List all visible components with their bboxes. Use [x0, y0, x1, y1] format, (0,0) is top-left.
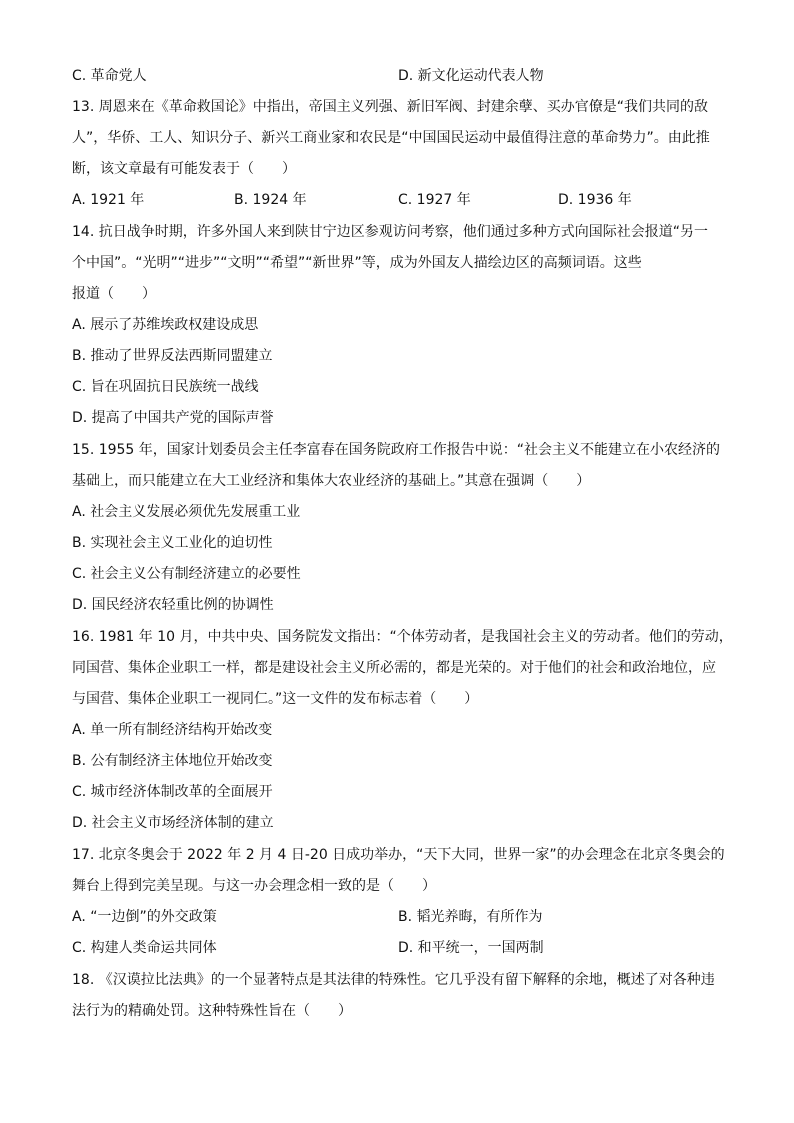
- q17-option-a[interactable]: A. “一边倒”的外交政策: [72, 909, 217, 925]
- q16-stem-line-2: 同国营、集体企业职工一样，都是建设社会主义所必需的，都是光荣的。对于他们的社会和政治地位，应: [72, 660, 716, 676]
- q16-option-b[interactable]: B. 公有制经济主体地位开始改变: [72, 753, 273, 769]
- q17-options-row-2: [0, 938, 794, 958]
- q14-option-a[interactable]: A. 展示了苏维埃政权建设成思: [72, 317, 259, 333]
- q14-stem-line-2: 个中国”。“光明”“进步”“文明”“希望”“新世界”等，成为外国友人描绘边区的高频词语。这些: [72, 255, 642, 271]
- q15-stem-line-1: 15. 1955 年，国家计划委员会主任李富春在国务院政府工作报告中说：“社会主义不能建立在小农经济的: [72, 442, 721, 458]
- q14-stem-line-3: 报道（ ）: [72, 286, 156, 302]
- q17-option-b[interactable]: B. 韬光养晦，有所作为: [398, 909, 543, 925]
- q16-stem-line-1: 16. 1981 年 10 月，中共中央、国务院发文指出：“个体劳动者，是我国社会主义的劳动者。他们的劳动，: [72, 629, 733, 645]
- q17-option-d[interactable]: D. 和平统一，一国两制: [398, 940, 544, 956]
- q15-option-d[interactable]: D. 国民经济农轻重比例的协调性: [72, 597, 274, 613]
- q15-option-b[interactable]: B. 实现社会主义工业化的迫切性: [72, 535, 273, 551]
- q15-option-c[interactable]: C. 社会主义公有制经济建立的必要性: [72, 566, 301, 582]
- q12-option-d[interactable]: D. 新文化运动代表人物: [398, 68, 544, 84]
- q13-option-b[interactable]: B. 1924 年: [234, 192, 307, 208]
- q13-stem-line-3: 断，该文章最有可能发表于（ ）: [72, 161, 296, 177]
- q15-stem-line-2: 基础上，而只能建立在大工业经济和集体大农业经济的基础上。”其意在强调（ ）: [72, 473, 591, 489]
- q12-options-row: [0, 66, 794, 86]
- q12-option-c[interactable]: C. 革命党人: [72, 68, 147, 84]
- q14-option-d[interactable]: D. 提高了中国共产党的国际声誉: [72, 410, 274, 426]
- q16-option-d[interactable]: D. 社会主义市场经济体制的建立: [72, 815, 274, 831]
- q17-option-c[interactable]: C. 构建人类命运共同体: [72, 940, 217, 956]
- q16-option-c[interactable]: C. 城市经济体制改革的全面展开: [72, 784, 273, 800]
- q13-stem-line-1: 13. 周恩来在《革命救国论》中指出，帝国主义列强、新旧军阀、封建余孽、买办官僚是“我们共同的敌: [72, 99, 708, 115]
- q13-stem-line-2: 人”，华侨、工人、知识分子、新兴工商业家和农民是“中国国民运动中最值得注意的革命势力”。由此推: [72, 130, 710, 146]
- q13-options-row: [0, 190, 794, 210]
- q18-stem-line-2: 法行为的精确处罚。这种特殊性旨在（ ）: [72, 1003, 352, 1019]
- q13-option-d[interactable]: D. 1936 年: [558, 192, 632, 208]
- q18-stem-line-1: 18. 《汉谟拉比法典》的一个显著特点是其法律的特殊性。它几乎没有留下解释的余地，概述了对各种违: [72, 972, 715, 988]
- q16-stem-line-3: 与国营、集体企业职工一视同仁。”这一文件的发布标志着（ ）: [72, 691, 479, 707]
- q15-option-a[interactable]: A. 社会主义发展必须优先发展重工业: [72, 504, 301, 520]
- q17-stem-line-1: 17. 北京冬奥会于 2022 年 2 月 4 日-20 日成功举办，“天下大同，世界一家”的办会理念在北京冬奥会的: [72, 847, 725, 863]
- q13-option-c[interactable]: C. 1927 年: [398, 192, 471, 208]
- q14-stem-line-1: 14. 抗日战争时期，许多外国人来到陕甘宁边区参观访问考察，他们通过多种方式向国际社会报道“另一: [72, 224, 708, 240]
- q17-options-row-1: [0, 907, 794, 927]
- q16-option-a[interactable]: A. 单一所有制经济结构开始改变: [72, 722, 273, 738]
- q14-option-b[interactable]: B. 推动了世界反法西斯同盟建立: [72, 348, 273, 364]
- q14-option-c[interactable]: C. 旨在巩固抗日民族统一战线: [72, 379, 259, 395]
- q17-stem-line-2: 舞台上得到完美呈现。与这一办会理念相一致的是（ ）: [72, 878, 436, 894]
- q13-option-a[interactable]: A. 1921 年: [72, 192, 145, 208]
